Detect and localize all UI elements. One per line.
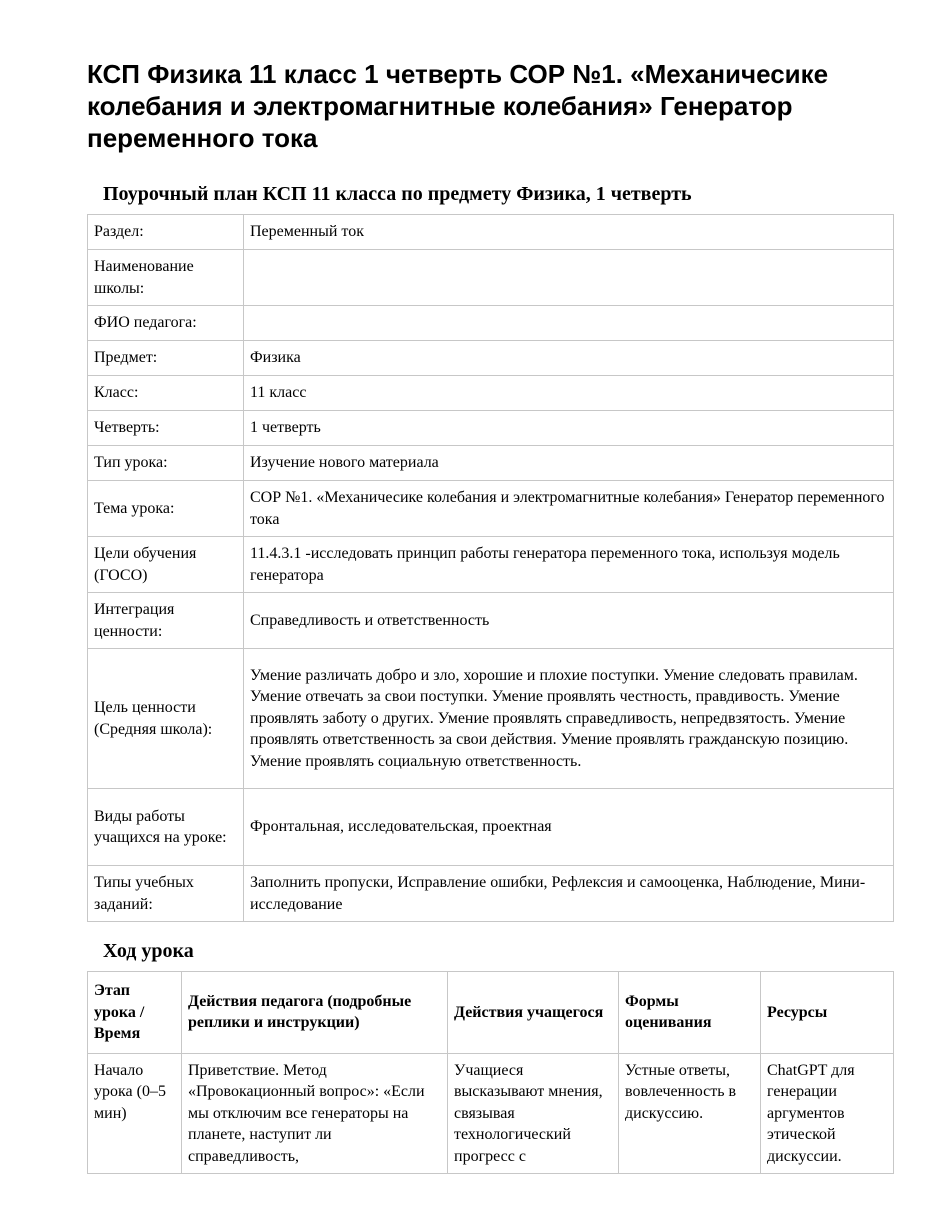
info-label: Наименование школы:	[88, 250, 244, 306]
info-row-section	[88, 215, 894, 250]
flow-header-row	[88, 972, 894, 1054]
info-label: Тип урока:	[88, 446, 244, 481]
flow-cell-stage: Начало урока (0–5 мин)	[88, 1053, 182, 1174]
info-row-teacher	[88, 306, 894, 341]
column-header-student-actions: Действия учащегося	[448, 972, 619, 1054]
info-row-task-types	[88, 866, 894, 922]
info-value: Справедливость и ответственность	[244, 593, 894, 649]
flow-cell-assessment: Устные ответы, вовлеченность в дискуссию.	[619, 1053, 761, 1174]
info-label: Виды работы учащихся на уроке:	[88, 789, 244, 866]
info-value: Умение различать добро и зло, хорошие и плохие поступки. Умение следовать правилам. Умение отвечать за свои поступки. Умение проявлять честность, правдивость. Умение проявлять заботу о других. Умение проявлять справедливость, непредвзятость. Умение проявлять ответственность за свои действия. Умение проявлять гражданскую позицию. Умение проявлять социальную ответственность.	[244, 649, 894, 789]
info-label: Интеграция ценности:	[88, 593, 244, 649]
lesson-flow-table	[87, 971, 894, 1174]
info-row-values	[88, 593, 894, 649]
flow-cell-resources: ChatGPT для генерации аргументов этической дискуссии.	[761, 1053, 894, 1174]
lesson-info-table	[87, 214, 894, 922]
info-value	[244, 250, 894, 306]
info-value: 11.4.3.1 -исследовать принцип работы генератора переменного тока, используя модель генератора	[244, 537, 894, 593]
info-value: 11 класс	[244, 376, 894, 411]
info-value: Заполнить пропуски, Исправление ошибки, Рефлексия и самооценка, Наблюдение, Мини-исследование	[244, 866, 894, 922]
info-label: ФИО педагога:	[88, 306, 244, 341]
document-title: КСП Физика 11 класс 1 четверть СОР №1. «Механичесике колебания и электромагнитные колебания» Генератор переменного тока	[87, 59, 829, 153]
info-label: Типы учебных заданий:	[88, 866, 244, 922]
info-row-value-goal	[88, 649, 894, 789]
info-label: Цели обучения (ГОСО)	[88, 537, 244, 593]
info-row-lesson-type	[88, 446, 894, 481]
info-label: Предмет:	[88, 341, 244, 376]
info-value: Изучение нового материала	[244, 446, 894, 481]
info-row-grade	[88, 376, 894, 411]
column-header-assessment: Формы оценивания	[619, 972, 761, 1054]
plan-title: Поурочный план КСП 11 класса по предмету Физика, 1 четверть	[103, 183, 692, 205]
column-header-resources: Ресурсы	[761, 972, 894, 1054]
info-label: Раздел:	[88, 215, 244, 250]
column-header-stage: Этап урока / Время	[88, 972, 182, 1054]
info-value: Фронтальная, исследовательская, проектная	[244, 789, 894, 866]
document-page	[87, 58, 893, 1174]
info-value: Переменный ток	[244, 215, 894, 250]
info-label: Цель ценности (Средняя школа):	[88, 649, 244, 789]
info-row-topic	[88, 481, 894, 537]
info-label: Четверть:	[88, 411, 244, 446]
info-row-work-types	[88, 789, 894, 866]
info-value: 1 четверть	[244, 411, 894, 446]
info-row-quarter	[88, 411, 894, 446]
info-value	[244, 306, 894, 341]
info-label: Тема урока:	[88, 481, 244, 537]
flow-cell-student-actions: Учащиеся высказывают мнения, связывая технологический прогресс с	[448, 1053, 619, 1174]
column-header-teacher-actions: Действия педагога (подробные реплики и инструкции)	[182, 972, 448, 1054]
info-value: СОР №1. «Механичесике колебания и электромагнитные колебания» Генератор переменного тока	[244, 481, 894, 537]
info-row-subject	[88, 341, 894, 376]
flow-row-start	[88, 1053, 894, 1174]
info-label: Класс:	[88, 376, 244, 411]
info-row-school	[88, 250, 894, 306]
flow-cell-teacher-actions: Приветствие. Метод «Провокационный вопрос»: «Если мы отключим все генераторы на планете, наступит ли справедливость,	[182, 1053, 448, 1174]
info-value: Физика	[244, 341, 894, 376]
info-row-objectives	[88, 537, 894, 593]
lesson-flow-title: Ход урока	[103, 940, 194, 962]
